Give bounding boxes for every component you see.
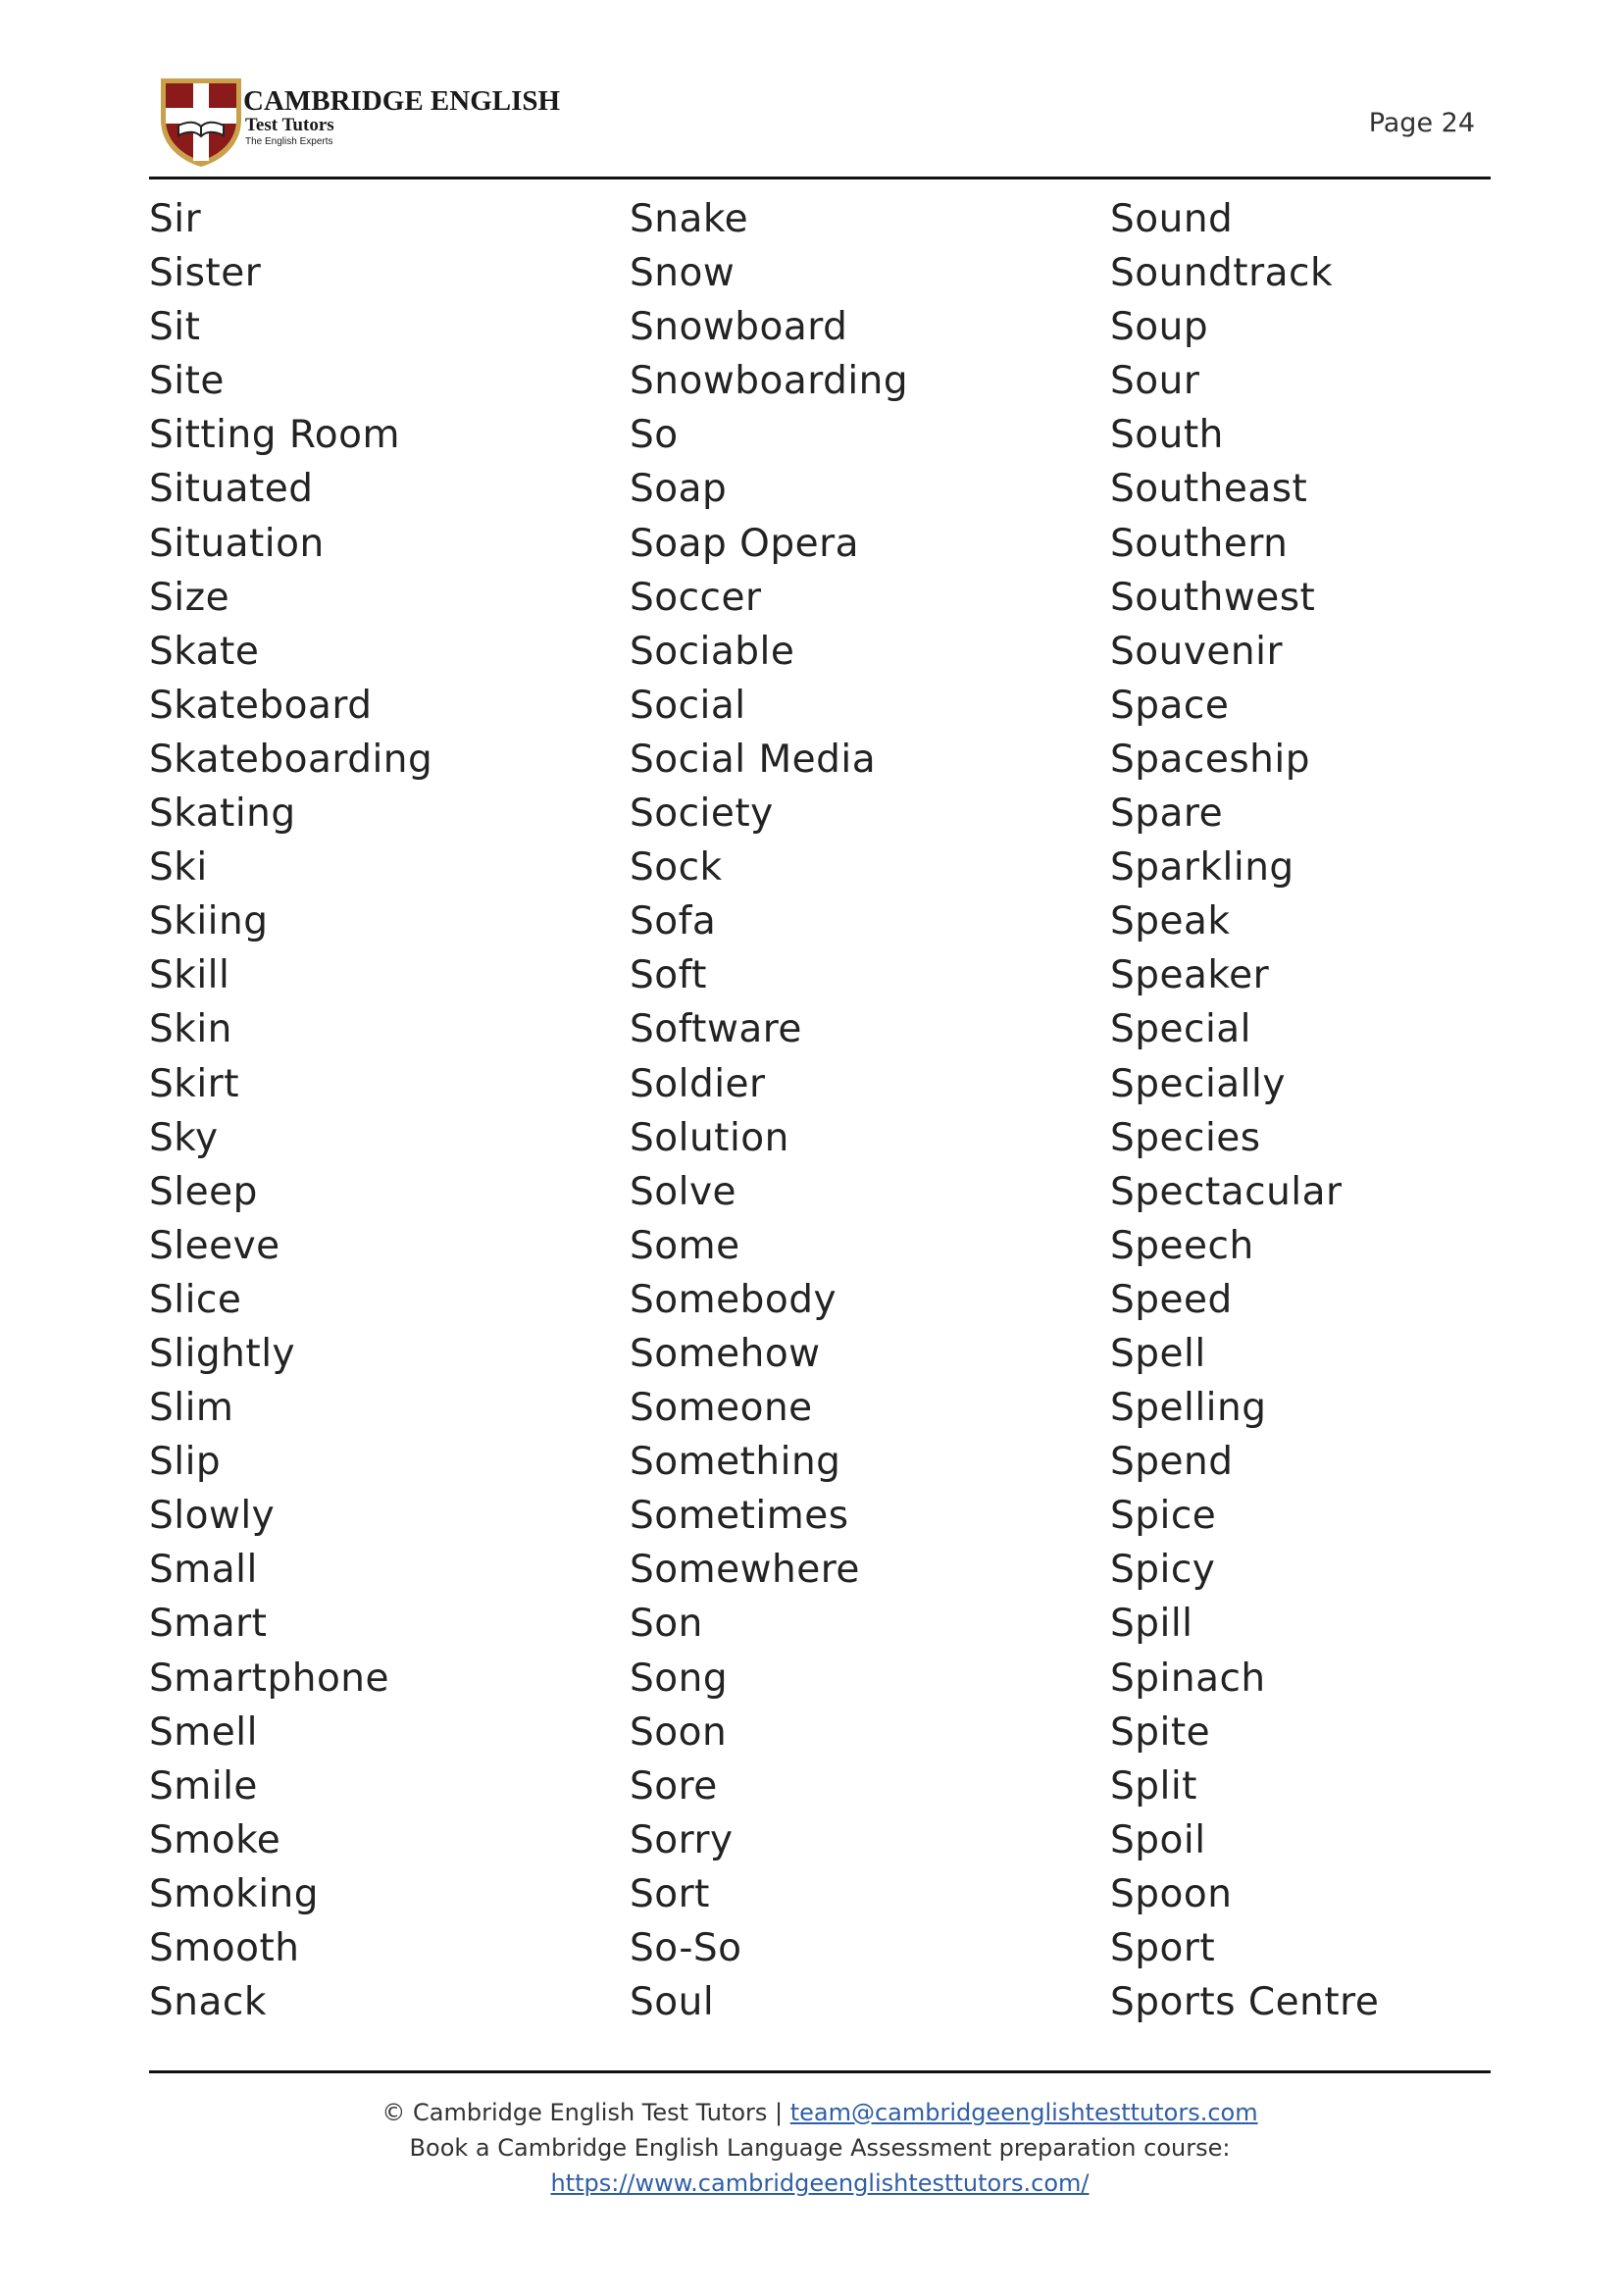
word-item: Skate <box>149 629 260 674</box>
word-item: Solution <box>630 1115 789 1160</box>
word-item: Skateboarding <box>149 737 433 782</box>
word-item: Southeast <box>1110 467 1308 512</box>
word-item: Souvenir <box>1110 629 1283 674</box>
word-item: Soldier <box>630 1061 766 1106</box>
word-item: Smart <box>149 1602 268 1647</box>
word-column-1 <box>149 192 432 2029</box>
word-item: Smoking <box>149 1871 320 1916</box>
word-item: Somebody <box>630 1277 837 1322</box>
word-item: Site <box>149 359 225 404</box>
word-item: Sort <box>630 1871 710 1916</box>
word-item: Sister <box>149 251 262 296</box>
word-item: Spelling <box>1110 1386 1267 1431</box>
word-item: Spicy <box>1110 1548 1216 1593</box>
word-item: Speak <box>1110 899 1231 944</box>
word-item: Snack <box>149 1980 267 2025</box>
word-item: Situation <box>149 521 325 566</box>
word-item: Space <box>1110 683 1230 728</box>
word-item: Soup <box>1110 305 1209 350</box>
word-item: Sit <box>149 305 201 350</box>
word-item: Skirt <box>149 1061 240 1106</box>
word-item: Skating <box>149 791 296 837</box>
word-item: Soft <box>630 953 707 998</box>
page-footer <box>149 2095 1491 2201</box>
word-item: Smell <box>149 1709 258 1755</box>
word-item: Snake <box>630 197 749 241</box>
word-item: Sock <box>630 845 723 891</box>
word-item: Sociable <box>630 629 795 674</box>
word-item: Spice <box>1110 1494 1217 1539</box>
word-item: Skiing <box>149 899 269 944</box>
word-item: Spend <box>1110 1440 1234 1485</box>
word-item: Sparkling <box>1110 845 1294 891</box>
word-item: Small <box>149 1548 258 1593</box>
word-item: Soon <box>630 1709 728 1755</box>
word-item: Situated <box>149 467 314 512</box>
brand-tagline: The English Experts <box>245 136 333 147</box>
word-item: Sore <box>630 1763 718 1809</box>
word-item: Something <box>630 1440 841 1485</box>
word-item: Species <box>1110 1115 1261 1160</box>
word-item: Ski <box>149 845 208 891</box>
word-item: Specially <box>1110 1061 1286 1106</box>
word-item: Spoon <box>1110 1871 1233 1916</box>
word-item: Sleeve <box>149 1223 280 1268</box>
word-item: Social <box>630 683 746 728</box>
word-item: Split <box>1110 1763 1197 1809</box>
word-item: Slim <box>149 1386 234 1431</box>
word-item: Sorry <box>630 1817 734 1862</box>
word-item: Southern <box>1110 521 1289 566</box>
word-item: Speaker <box>1110 953 1270 998</box>
footer-contact-line <box>149 2095 1491 2130</box>
word-item: Slip <box>149 1440 222 1485</box>
word-item: Solve <box>630 1169 737 1214</box>
word-item: So <box>630 413 679 458</box>
word-item: Snow <box>630 251 736 296</box>
word-item: Sport <box>1110 1926 1216 1970</box>
word-item: Snowboarding <box>630 359 909 404</box>
word-item: Sofa <box>630 899 717 944</box>
word-list <box>149 192 1491 2056</box>
word-item: Song <box>630 1656 729 1701</box>
word-item: Spectacular <box>1110 1169 1343 1214</box>
booking-text: Book a Cambridge English Language Assessment preparation course: <box>409 2134 1231 2162</box>
word-item: Soundtrack <box>1110 251 1334 296</box>
word-item: Spaceship <box>1110 737 1310 782</box>
word-item: Southwest <box>1110 575 1316 620</box>
word-item: Smartphone <box>149 1656 390 1701</box>
word-item: Soap <box>630 467 728 512</box>
word-item: Speech <box>1110 1223 1254 1268</box>
brand-name: CAMBRIDGE ENGLISH <box>243 85 561 117</box>
word-item: Some <box>630 1223 740 1268</box>
word-item: Son <box>630 1602 703 1647</box>
word-item: Soul <box>630 1980 715 2025</box>
word-item: Sometimes <box>630 1494 849 1539</box>
word-item: Spinach <box>1110 1656 1266 1701</box>
word-item: Smoke <box>149 1817 281 1862</box>
word-item: Slightly <box>149 1331 296 1376</box>
shield-book-icon <box>157 75 245 169</box>
word-item: Sour <box>1110 359 1200 404</box>
email-link[interactable]: team@cambridgeenglishtesttutors.com <box>789 2099 1258 2126</box>
word-item: Spoil <box>1110 1817 1206 1862</box>
word-item: Sir <box>149 197 202 241</box>
word-item: Spare <box>1110 791 1224 837</box>
word-item: Smooth <box>149 1926 300 1970</box>
word-item: Sitting Room <box>149 413 400 458</box>
word-item: Skill <box>149 953 230 998</box>
word-column-3 <box>1110 192 1379 2029</box>
word-item: Sports Centre <box>1110 1980 1380 2025</box>
brand-subtitle: Test Tutors <box>245 115 334 135</box>
word-item: Skateboard <box>149 683 373 728</box>
word-item: Slice <box>149 1277 242 1322</box>
word-item: Software <box>630 1007 802 1052</box>
word-item: Soap Opera <box>630 521 860 566</box>
word-item: Size <box>149 575 230 620</box>
word-item: Special <box>1110 1007 1252 1052</box>
word-item: Someone <box>630 1386 813 1431</box>
word-item: Society <box>630 791 774 837</box>
word-item: Spill <box>1110 1602 1193 1647</box>
word-item: Sleep <box>149 1169 258 1214</box>
page-number: Page 24 <box>1368 108 1475 138</box>
word-item: Snowboard <box>630 305 848 350</box>
header-divider <box>149 177 1491 179</box>
word-item: South <box>1110 413 1224 458</box>
word-item: Sky <box>149 1115 219 1160</box>
word-item: Somehow <box>630 1331 821 1376</box>
page-header <box>149 69 1491 177</box>
brand-block <box>243 86 560 149</box>
word-item: Slowly <box>149 1494 276 1539</box>
word-item: So-So <box>630 1926 742 1970</box>
word-item: Smile <box>149 1763 258 1809</box>
website-link[interactable]: https://www.cambridgeenglishtesttutors.com/ <box>550 2169 1090 2197</box>
word-item: Spite <box>1110 1709 1211 1755</box>
word-item: Social Media <box>630 737 877 782</box>
word-item: Speed <box>1110 1277 1233 1322</box>
word-item: Sound <box>1110 197 1234 241</box>
copyright-text: © Cambridge English Test Tutors | <box>381 2099 790 2126</box>
word-column-2 <box>630 192 908 2029</box>
word-item: Soccer <box>630 575 762 620</box>
word-item: Skin <box>149 1007 232 1052</box>
footer-divider <box>149 2070 1491 2073</box>
word-item: Spell <box>1110 1331 1206 1376</box>
word-item: Somewhere <box>630 1548 860 1593</box>
